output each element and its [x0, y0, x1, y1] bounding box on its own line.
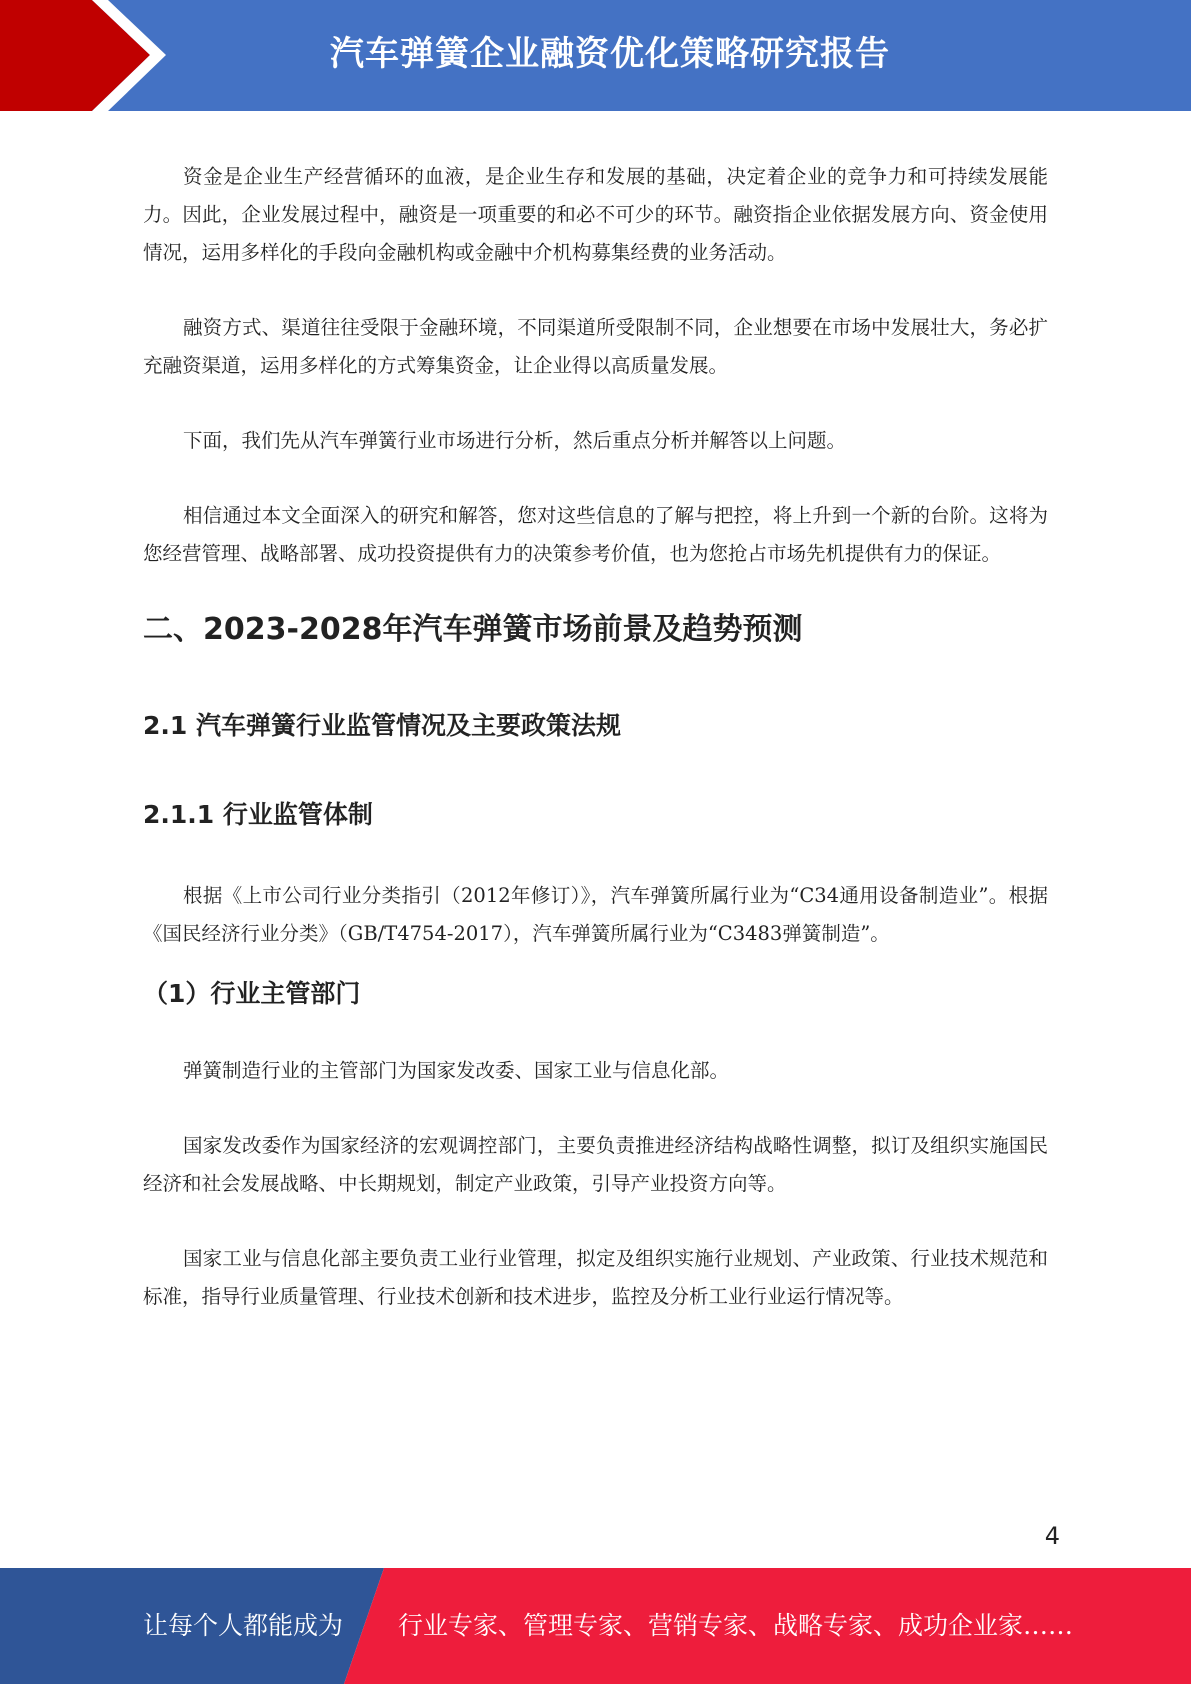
header-red-chevron: [0, 0, 150, 111]
page-footer: [0, 1568, 1191, 1684]
page-content: [143, 158, 1048, 1353]
authority-paragraph-3: 国家工业与信息化部主要负责工业行业管理，拟定及组织实施行业规划、产业政策、行业技术规范和标准，指导行业质量管理、行业技术创新和技术进步，监控及分析工业行业运行情况等。: [143, 1247, 1048, 1308]
intro-paragraph-4: 相信通过本文全面深入的研究和解答，您对这些信息的了解与把控，将上升到一个新的台阶。这将为您经营管理、战略部署、成功投资提供有力的决策参考价值，也为您抢占市场先机提供有力的保证。: [143, 504, 1048, 565]
authority-paragraph-1: 弹簧制造行业的主管部门为国家发改委、国家工业与信息化部。: [183, 1059, 730, 1082]
report-title: 汽车弹簧企业融资优化策略研究报告: [330, 34, 890, 74]
section-2-1-heading: 2.1 汽车弹簧行业监管情况及主要政策法规: [143, 711, 621, 740]
section-2-1-1-heading: 2.1.1 行业监管体制: [143, 800, 373, 829]
classification-paragraph: 根据《上市公司行业分类指引（2012年修订）》，汽车弹簧所属行业为“C34通用设备制造业”。根据《国民经济行业分类》（GB/T4754-2017），汽车弹簧所属行业为“C3483弹簧制造”。: [143, 884, 1048, 945]
section-2-heading: 二、2023-2028年汽车弹簧市场前景及趋势预测: [143, 612, 803, 647]
page-number: 4: [1044, 1522, 1060, 1550]
authority-paragraph-2: 国家发改委作为国家经济的宏观调控部门，主要负责推进经济结构战略性调整，拟订及组织实施国民经济和社会发展战略、中长期规划，制定产业政策，引导产业投资方向等。: [143, 1134, 1048, 1195]
intro-paragraph-3: 下面，我们先从汽车弹簧行业市场进行分析，然后重点分析并解答以上问题。: [183, 429, 847, 452]
page-header: [0, 0, 1191, 111]
item-1-heading: （1）行业主管部门: [143, 979, 361, 1008]
footer-slogan-left: 让每个人都能成为: [143, 1611, 344, 1640]
intro-paragraph-2: 融资方式、渠道往往受限于金融环境，不同渠道所受限制不同，企业想要在市场中发展壮大，务必扩充融资渠道，运用多样化的方式筹集资金，让企业得以高质量发展。: [143, 316, 1048, 377]
intro-paragraph-1: 资金是企业生产经营循环的血液，是企业生存和发展的基础，决定着企业的竞争力和可持续发展能力。因此，企业发展过程中，融资是一项重要的和必不可少的环节。融资指企业依据发展方向、资金使用情况，运用多样化的手段向金融机构或金融中介机构募集经费的业务活动。: [143, 165, 1048, 264]
footer-slogan-right: 行业专家、管理专家、营销专家、战略专家、成功企业家……: [398, 1611, 1074, 1640]
